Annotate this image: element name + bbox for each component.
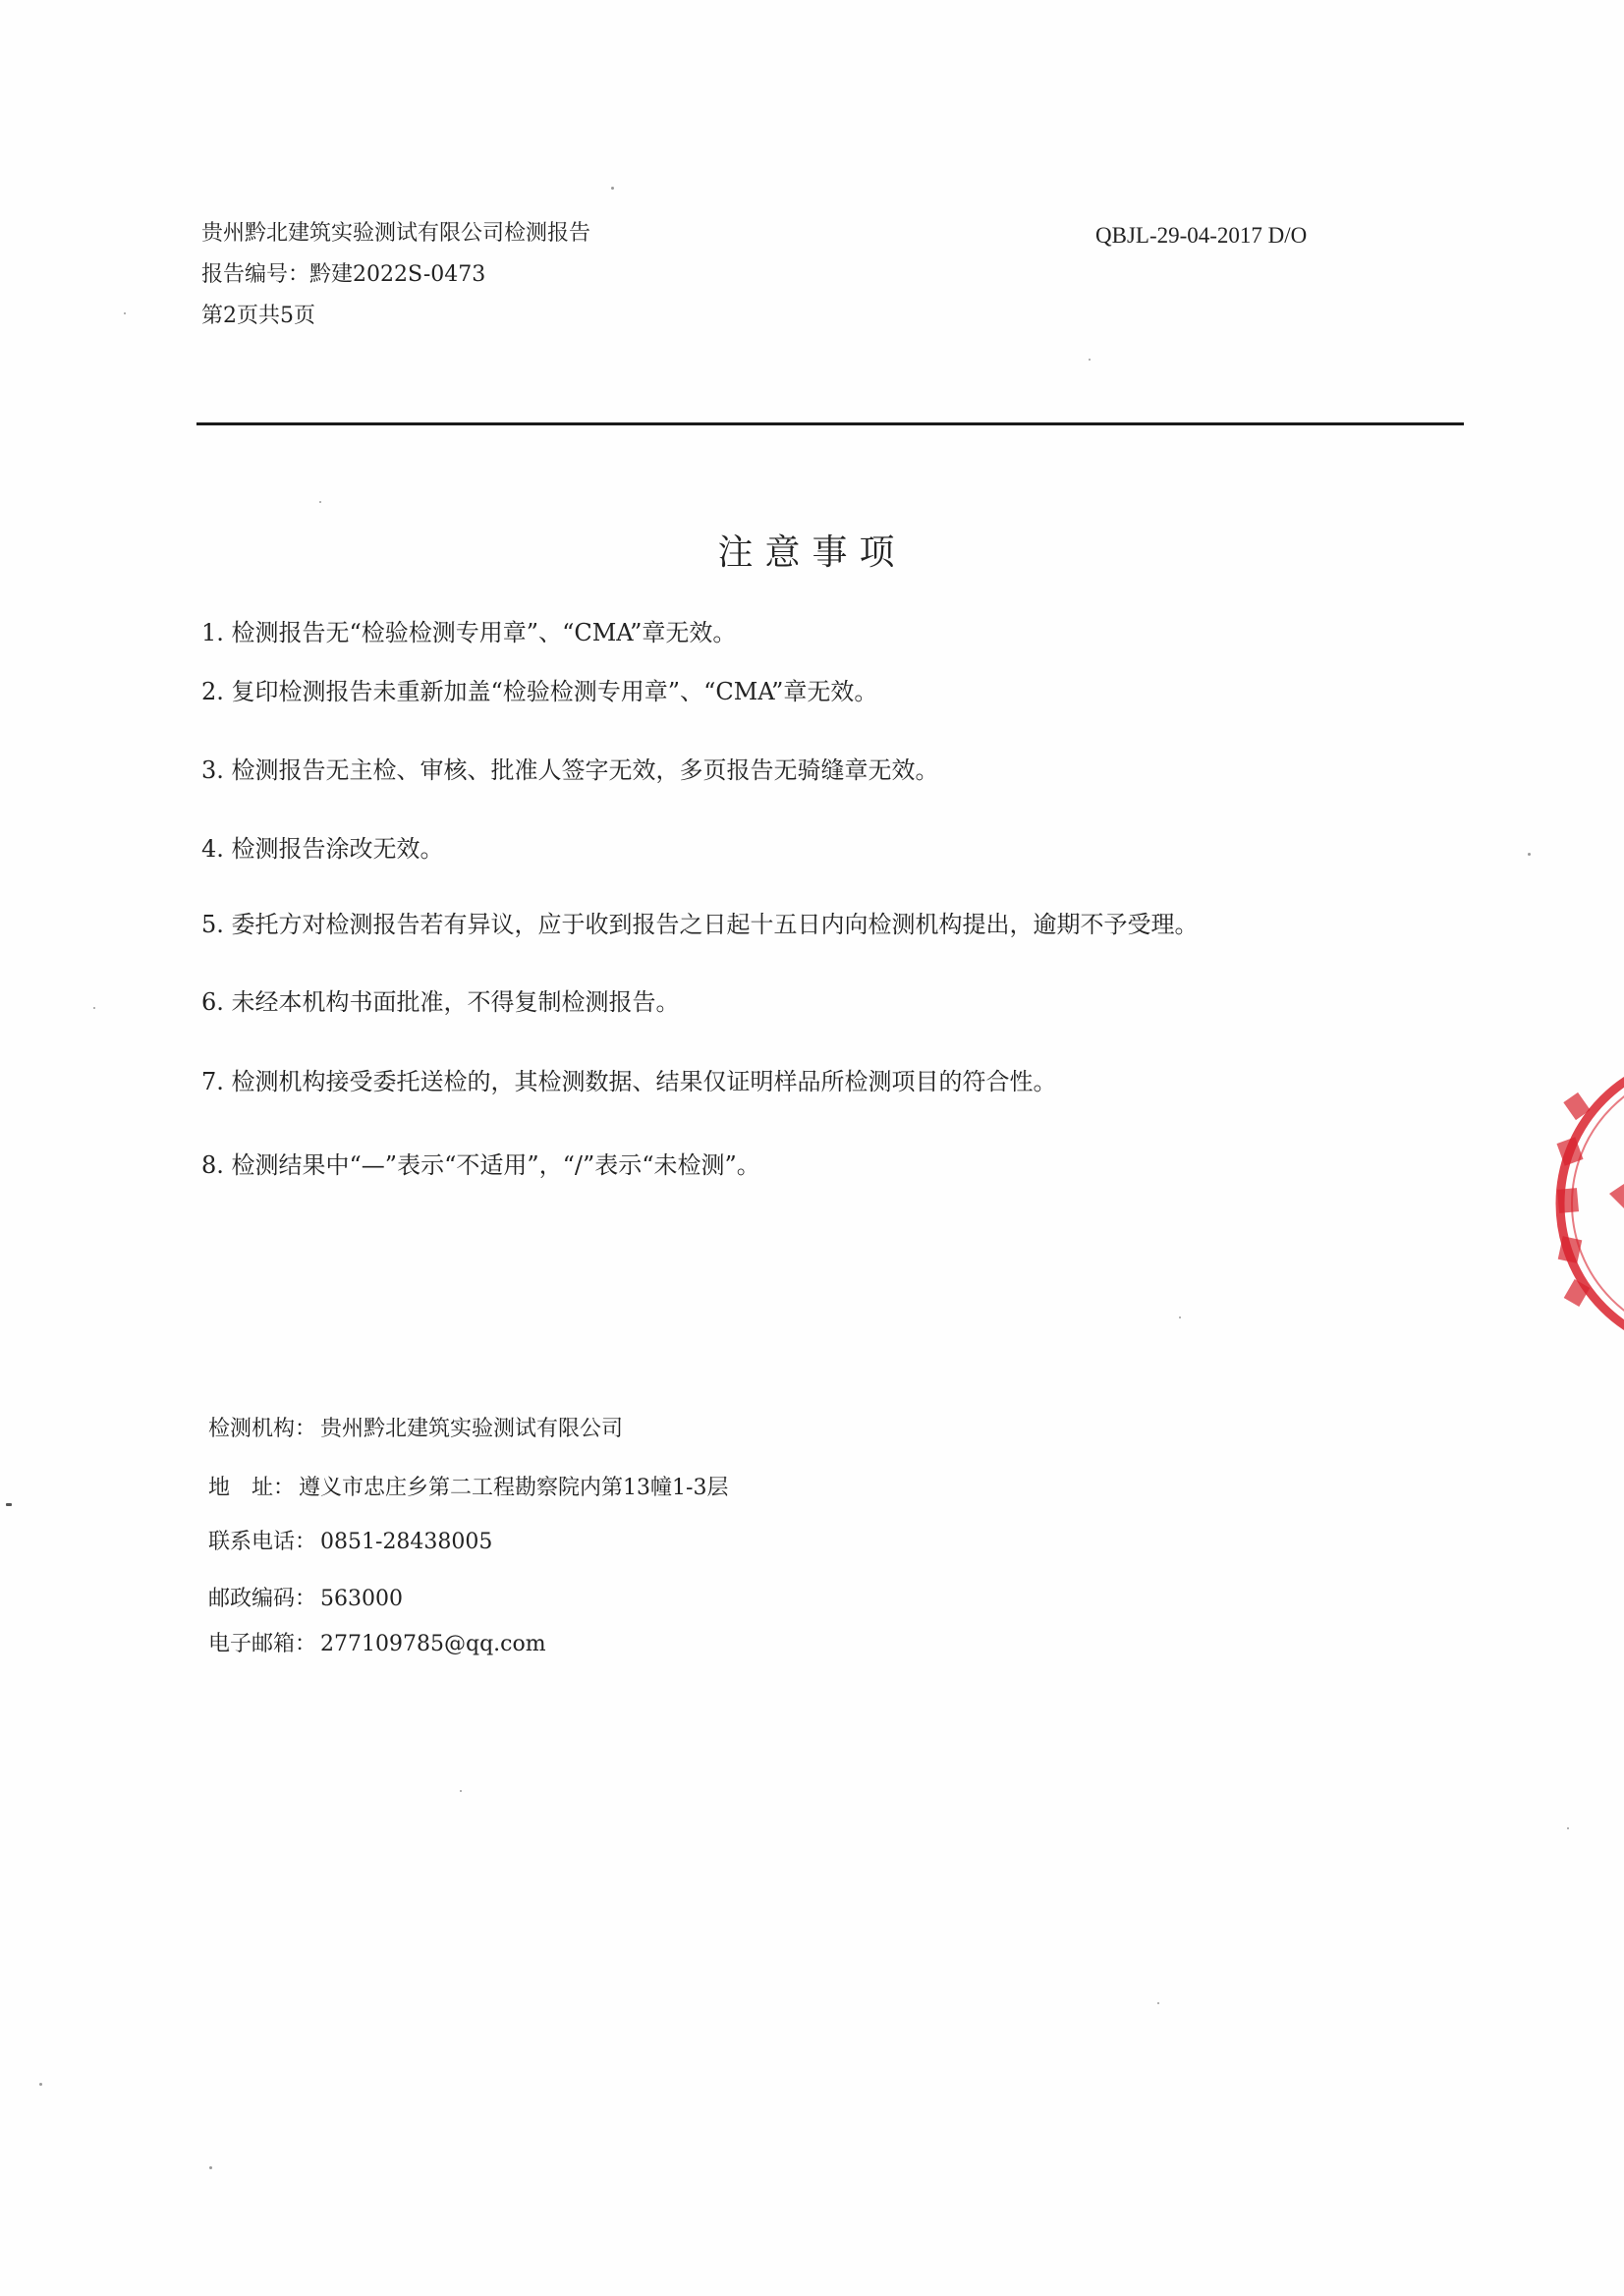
scan-speck — [1528, 853, 1531, 856]
scan-speck — [93, 1007, 95, 1009]
scan-speck — [6, 1503, 12, 1506]
contact-email — [208, 1630, 546, 1659]
notice-item-8: 8. 检测结果中“—”表示“不适用”，“/”表示“未检测”。 — [201, 1151, 760, 1179]
header-company-report: 贵州黔北建筑实验测试有限公司检测报告 — [201, 221, 591, 246]
contact-postal-label: 邮政编码： — [208, 1587, 317, 1611]
notice-item-2: 2. 复印检测报告未重新加盖“检验检测专用章”、“CMA”章无效。 — [201, 678, 878, 705]
scan-speck — [1567, 1827, 1569, 1829]
contact-phone — [208, 1528, 492, 1557]
scan-speck — [460, 1790, 462, 1792]
seal-graphic — [1550, 1046, 1624, 1361]
scan-speck — [319, 501, 321, 503]
contact-phone-value: 0851-28438005 — [320, 1530, 493, 1554]
notice-item-5: 5. 委托方对检测报告若有异议，应于收到报告之日起十五日内向检测机构提出，逾期不予受理。 — [201, 911, 1199, 938]
contact-phone-label: 联系电话： — [208, 1530, 317, 1554]
scan-speck — [1157, 2002, 1159, 2004]
contact-email-value: 277109785@qq.com — [320, 1632, 546, 1656]
scan-speck — [39, 2083, 42, 2086]
scan-speck — [1179, 1316, 1181, 1318]
partial-red-seal-icon — [1550, 1046, 1624, 1361]
notice-item-3: 3. 检测报告无主检、审核、批准人签字无效，多页报告无骑缝章无效。 — [201, 756, 939, 784]
contact-org-value: 贵州黔北建筑实验测试有限公司 — [320, 1417, 624, 1441]
header-report-number: 报告编号：黔建2022S-0473 — [201, 262, 486, 287]
scan-speck — [209, 2166, 212, 2169]
contact-address-label: 地 址： — [208, 1476, 296, 1500]
header-form-code: QBJL-29-04-2017 D/O — [1095, 223, 1308, 248]
notice-item-1: 1. 检测报告无“检验检测专用章”、“CMA”章无效。 — [201, 619, 737, 646]
contact-address-value: 遵义市忠庄乡第二工程勘察院内第13幢1-3层 — [299, 1476, 729, 1500]
header-divider — [196, 422, 1464, 425]
header-page-info: 第2页共5页 — [201, 304, 315, 328]
scan-speck — [124, 312, 126, 314]
contact-address — [208, 1474, 728, 1503]
scan-speck — [1089, 359, 1091, 361]
scan-speck — [611, 187, 614, 190]
notice-item-4: 4. 检测报告涂改无效。 — [201, 835, 444, 863]
notice-item-7: 7. 检测机构接受委托送检的，其检测数据、结果仅证明样品所检测项目的符合性。 — [201, 1068, 1057, 1095]
contact-postal-value: 563000 — [320, 1587, 403, 1611]
page-title: 注意事项 — [717, 532, 907, 573]
contact-postal — [208, 1585, 403, 1614]
contact-org — [208, 1415, 623, 1444]
contact-org-label: 检测机构： — [208, 1417, 317, 1441]
notice-item-6: 6. 未经本机构书面批准，不得复制检测报告。 — [201, 988, 680, 1016]
contact-email-label: 电子邮箱： — [208, 1632, 317, 1656]
